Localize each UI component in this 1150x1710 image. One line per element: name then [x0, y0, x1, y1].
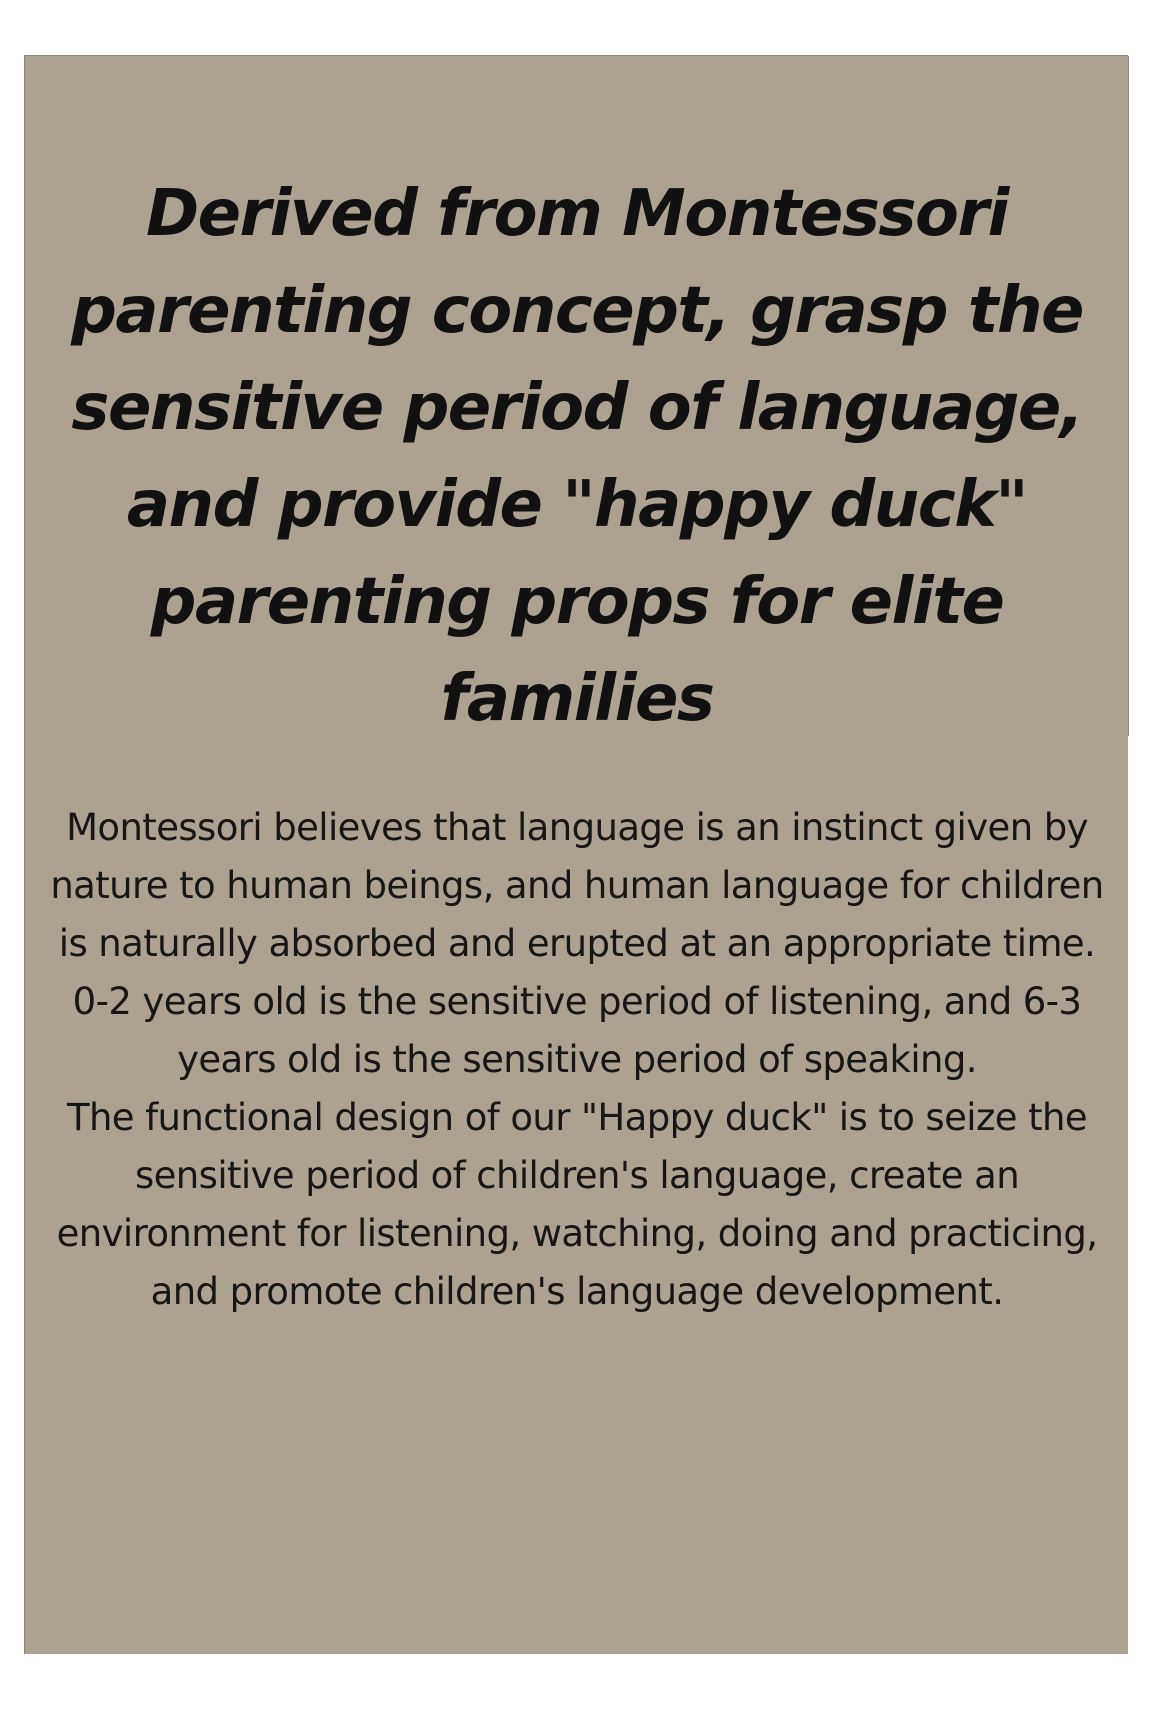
paragraph-happy-duck-design: The functional design of our "Happy duck" is to seize the sensitive period of children's language, create an environment for listening, watching, doing and practicing, and promote children's language development.: [56, 1096, 1098, 1313]
content-panel: [24, 55, 1128, 1654]
headline: Derived from Montessori parenting concept, grasp the sensitive period of language, and provide "happy duck" parenting props for elite families: [71, 177, 1083, 736]
paragraph-sensitive-periods: 0-2 years old is the sensitive period of listening, and 6-3 years old is the sensitive period of speaking.: [72, 980, 1082, 1081]
paragraph-language-instinct: Montessori believes that language is an instinct given by nature to human beings, and human language for children is naturally absorbed and erupted at an appropriate time.: [50, 806, 1104, 965]
body-text: [27, 799, 1127, 1321]
